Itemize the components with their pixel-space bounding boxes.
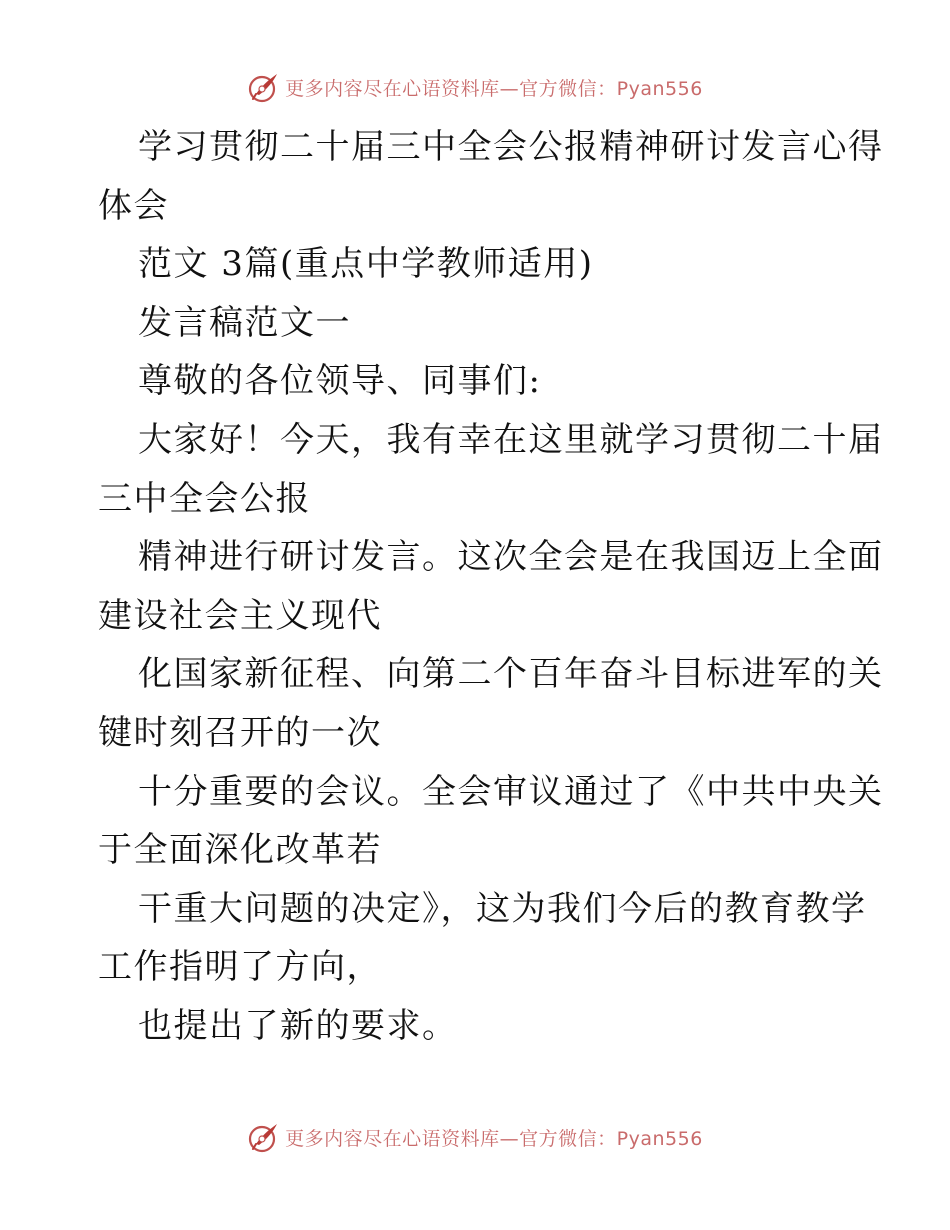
document-body [98,118,884,1056]
watermark-text: 更多内容尽在心语资料库—官方微信：Pyan556 [285,1127,703,1150]
body-line: 发言稿范文一 [138,302,351,343]
body-line: 大家好！今天，我有幸在这里就学习贯彻二十届 [138,419,884,460]
body-line: 体会 [98,185,169,226]
watermark-text: 更多内容尽在心语资料库—官方微信：Pyan556 [285,77,703,100]
body-line: 键时刻召开的一次 [98,712,382,753]
quill-logo-icon [247,70,281,104]
quill-logo-icon [247,1120,281,1154]
watermark-group [247,1120,703,1154]
body-line: 工作指明了方向， [98,947,382,988]
footer-watermark [0,1120,950,1154]
body-line: 三中全会公报 [98,478,311,519]
body-line: 精神进行研讨发言。这次全会是在我国迈上全面 [138,537,884,578]
body-line: 干重大问题的决定》，这为我们今后的教育教学 [138,888,867,929]
body-line: 建设社会主义现代 [98,595,382,636]
body-line: 范文 3篇(重点中学教师适用) [138,244,594,285]
body-line: 尊敬的各位领导、同事们: [138,361,542,402]
body-line: 十分重要的会议。全会审议通过了《中共中央关 [138,771,884,812]
body-line: 化国家新征程、向第二个百年奋斗目标进军的关 [138,654,884,695]
body-line: 学习贯彻二十届三中全会公报精神研讨发言心得 [138,127,884,167]
body-line: 于全面深化改革若 [98,830,382,871]
body-line: 也提出了新的要求。 [138,1005,458,1046]
watermark-group [247,70,703,104]
header-watermark [0,70,950,104]
